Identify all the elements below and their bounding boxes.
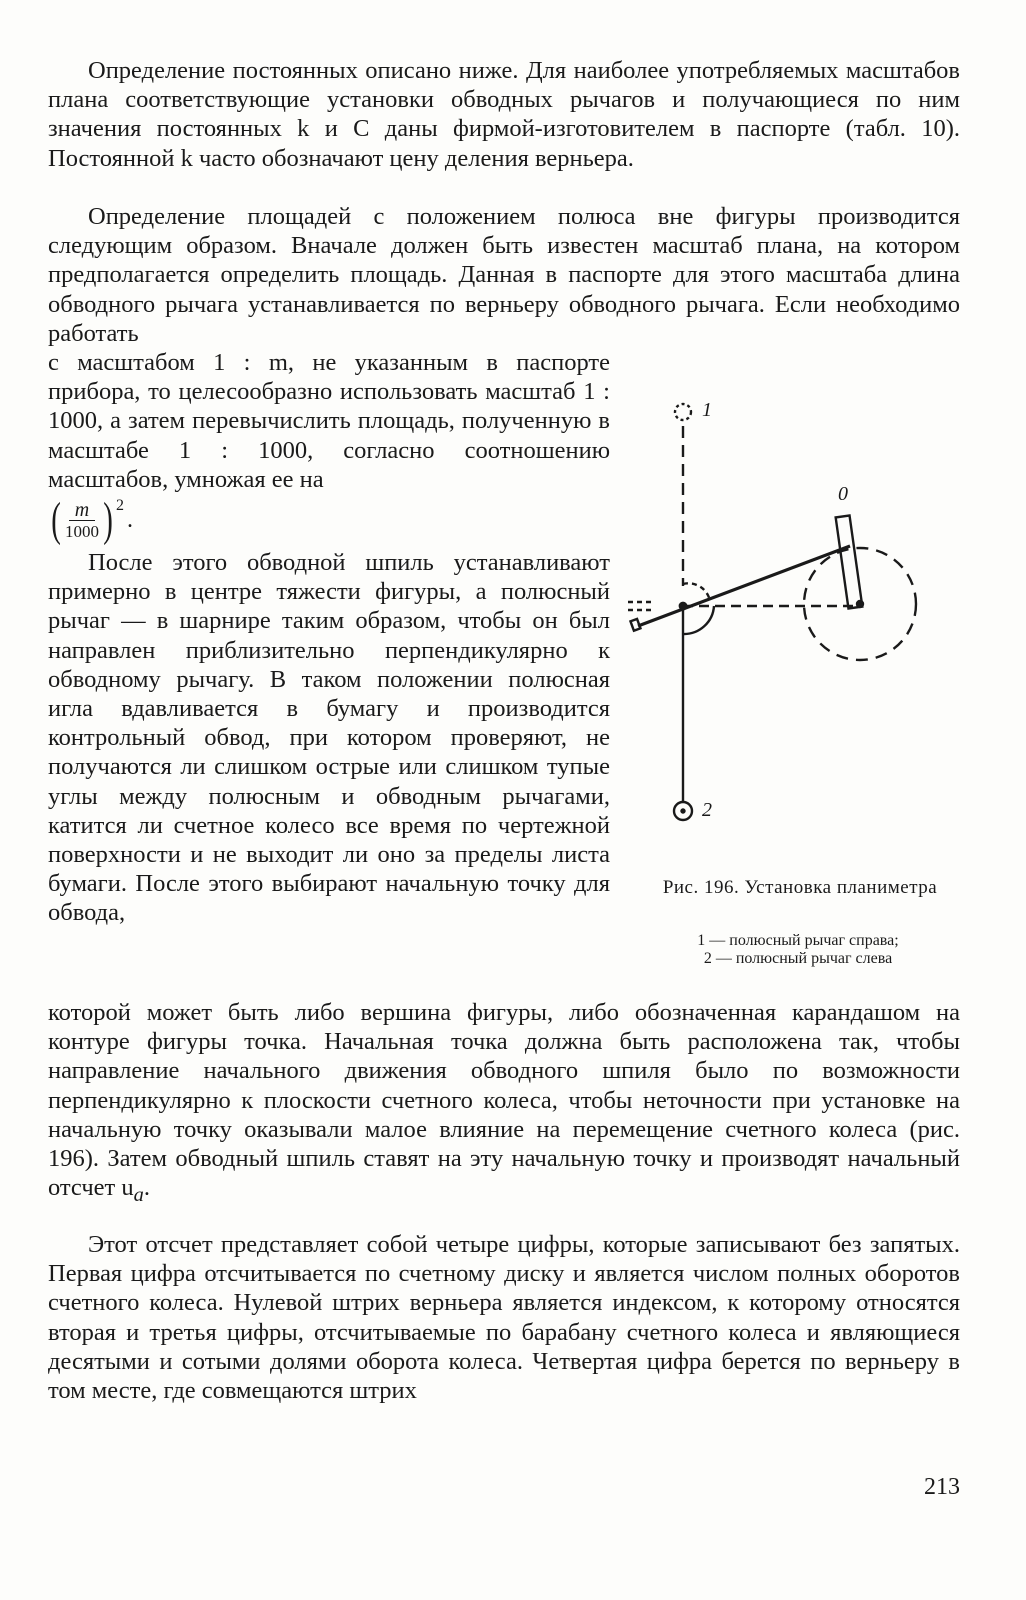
angle-arc-solid — [683, 606, 714, 634]
tracer-arm — [638, 546, 850, 626]
paragraph-2-col-text: с масштабом 1 : m, не указанным в паспорте прибора, то целесообразно использовать масштаб 1 : 1000, а затем перевычислить площадь, полученную в масштабе 1 : 1000, согласно соотношению масштабов, умножая ее на — [48, 349, 610, 493]
paragraph-3-end: . — [143, 1174, 150, 1202]
paragraph-3-full — [48, 998, 960, 1210]
formula-tail: . — [126, 507, 133, 534]
right-paren: ) — [103, 493, 113, 547]
formula-power: 2 — [115, 497, 124, 515]
formula-numerator: m — [69, 500, 95, 521]
paragraph-3-full-text: которой может быть либо вершина фигуры, либо обозначенная карандашом на контуре фигуры точка. Начальная точка должна быть расположена так, чтобы направление начального движения обводного шпиля было по возможности перпендикулярно к плоскости счетного колеса, чтобы неточности при установке на начальную точку оказывали малое влияние на перемещение счетного колеса (рис. 196). Затем обводный шпиль ставят на эту начальную точку и производят начальный отсчет u — [48, 999, 960, 1202]
paragraph-1-text: Определение постоянных описано ниже. Для наиболее употребляемых масштабов плана соответствующие установки обводных рычагов и получающиеся по ним значения постоянных k и C даны фирмой-изготовителем в паспорте (табл. 10). Постоянной k часто обозначают цену деления верньера. — [48, 57, 960, 172]
figure-legend — [636, 932, 960, 968]
figure-label-0: 0 — [838, 483, 848, 505]
page-number: 213 — [924, 1474, 960, 1500]
figure-caption — [640, 876, 960, 899]
legend-item-2: 2 — полюсный рычаг слева — [703, 950, 893, 967]
paragraph-2-text: Определение площадей с положением полюса вне фигуры производится следующим образом. Вначале должен быть известен масштаб плана, на котором предполагается определить площадь. Данная в паспорте для этого масштаба длина обводного рычага устанавливается по верньеру обводного рычага. Если необходимо работать — [48, 203, 960, 347]
paragraph-3-continued — [48, 998, 960, 1210]
hinge-point — [680, 603, 686, 609]
figure-label-1: 1 — [702, 399, 712, 421]
counting-wheel-frame — [836, 515, 863, 608]
reading-subscript: a — [133, 1184, 144, 1207]
figure-label-2: 2 — [702, 799, 712, 821]
planimeter-figure — [628, 396, 958, 848]
paragraph-2-full — [48, 202, 960, 348]
paragraph-1 — [48, 56, 960, 173]
paragraph-4-text: Этот отсчет представляет собой четыре цифры, которые записывают без запятых. Первая цифра отсчитывается по счетному диску и является числом полных оборотов счетного колеса. Нулевой штрих верньера является индексом, к которому относятся вторая и третья цифры, отсчитываемые по барабану счетного колеса и являющиеся десятыми и сотыми долями оборота колеса. Четвертая цифра берется по верньеру в том месте, где совмещаются штрих — [48, 1231, 960, 1405]
wheel-contact-point — [857, 601, 863, 607]
paragraph-4 — [48, 1230, 960, 1405]
angle-arc-dashed — [683, 583, 710, 601]
tracer-point — [630, 619, 640, 631]
legend-item-1: 1 — полюсный рычаг справа; — [697, 932, 899, 949]
paragraph-2-continued — [48, 348, 610, 494]
figure-caption-title: Рис. 196. Установка планиметра — [662, 877, 938, 898]
paragraph-3-col-text: После этого обводной шпиль устанавливают примерно в центре тяжести фигуры, а полюсный рычаг — в шарнире таким образом, чтобы он был направлен приблизительно перпендикулярно к обводному рычагу. В таком положении полюсная игла вдавливается в бумагу и производится контрольный обвод, при котором проверяют, не получаются ли слишком острые или слишком тупые углы между полюсным и обводным рычагами, катится ли счетное колесо все время по чертежной поверхности и не выходит ли оно за пределы листа бумаги. После этого выбирают начальную точку для обвода, — [48, 549, 610, 927]
left-paren: ( — [51, 493, 61, 547]
pole-right-circle — [675, 404, 691, 420]
paragraph-2-column — [48, 348, 610, 928]
scale-formula — [48, 493, 610, 547]
formula-denominator: 1000 — [64, 522, 99, 542]
